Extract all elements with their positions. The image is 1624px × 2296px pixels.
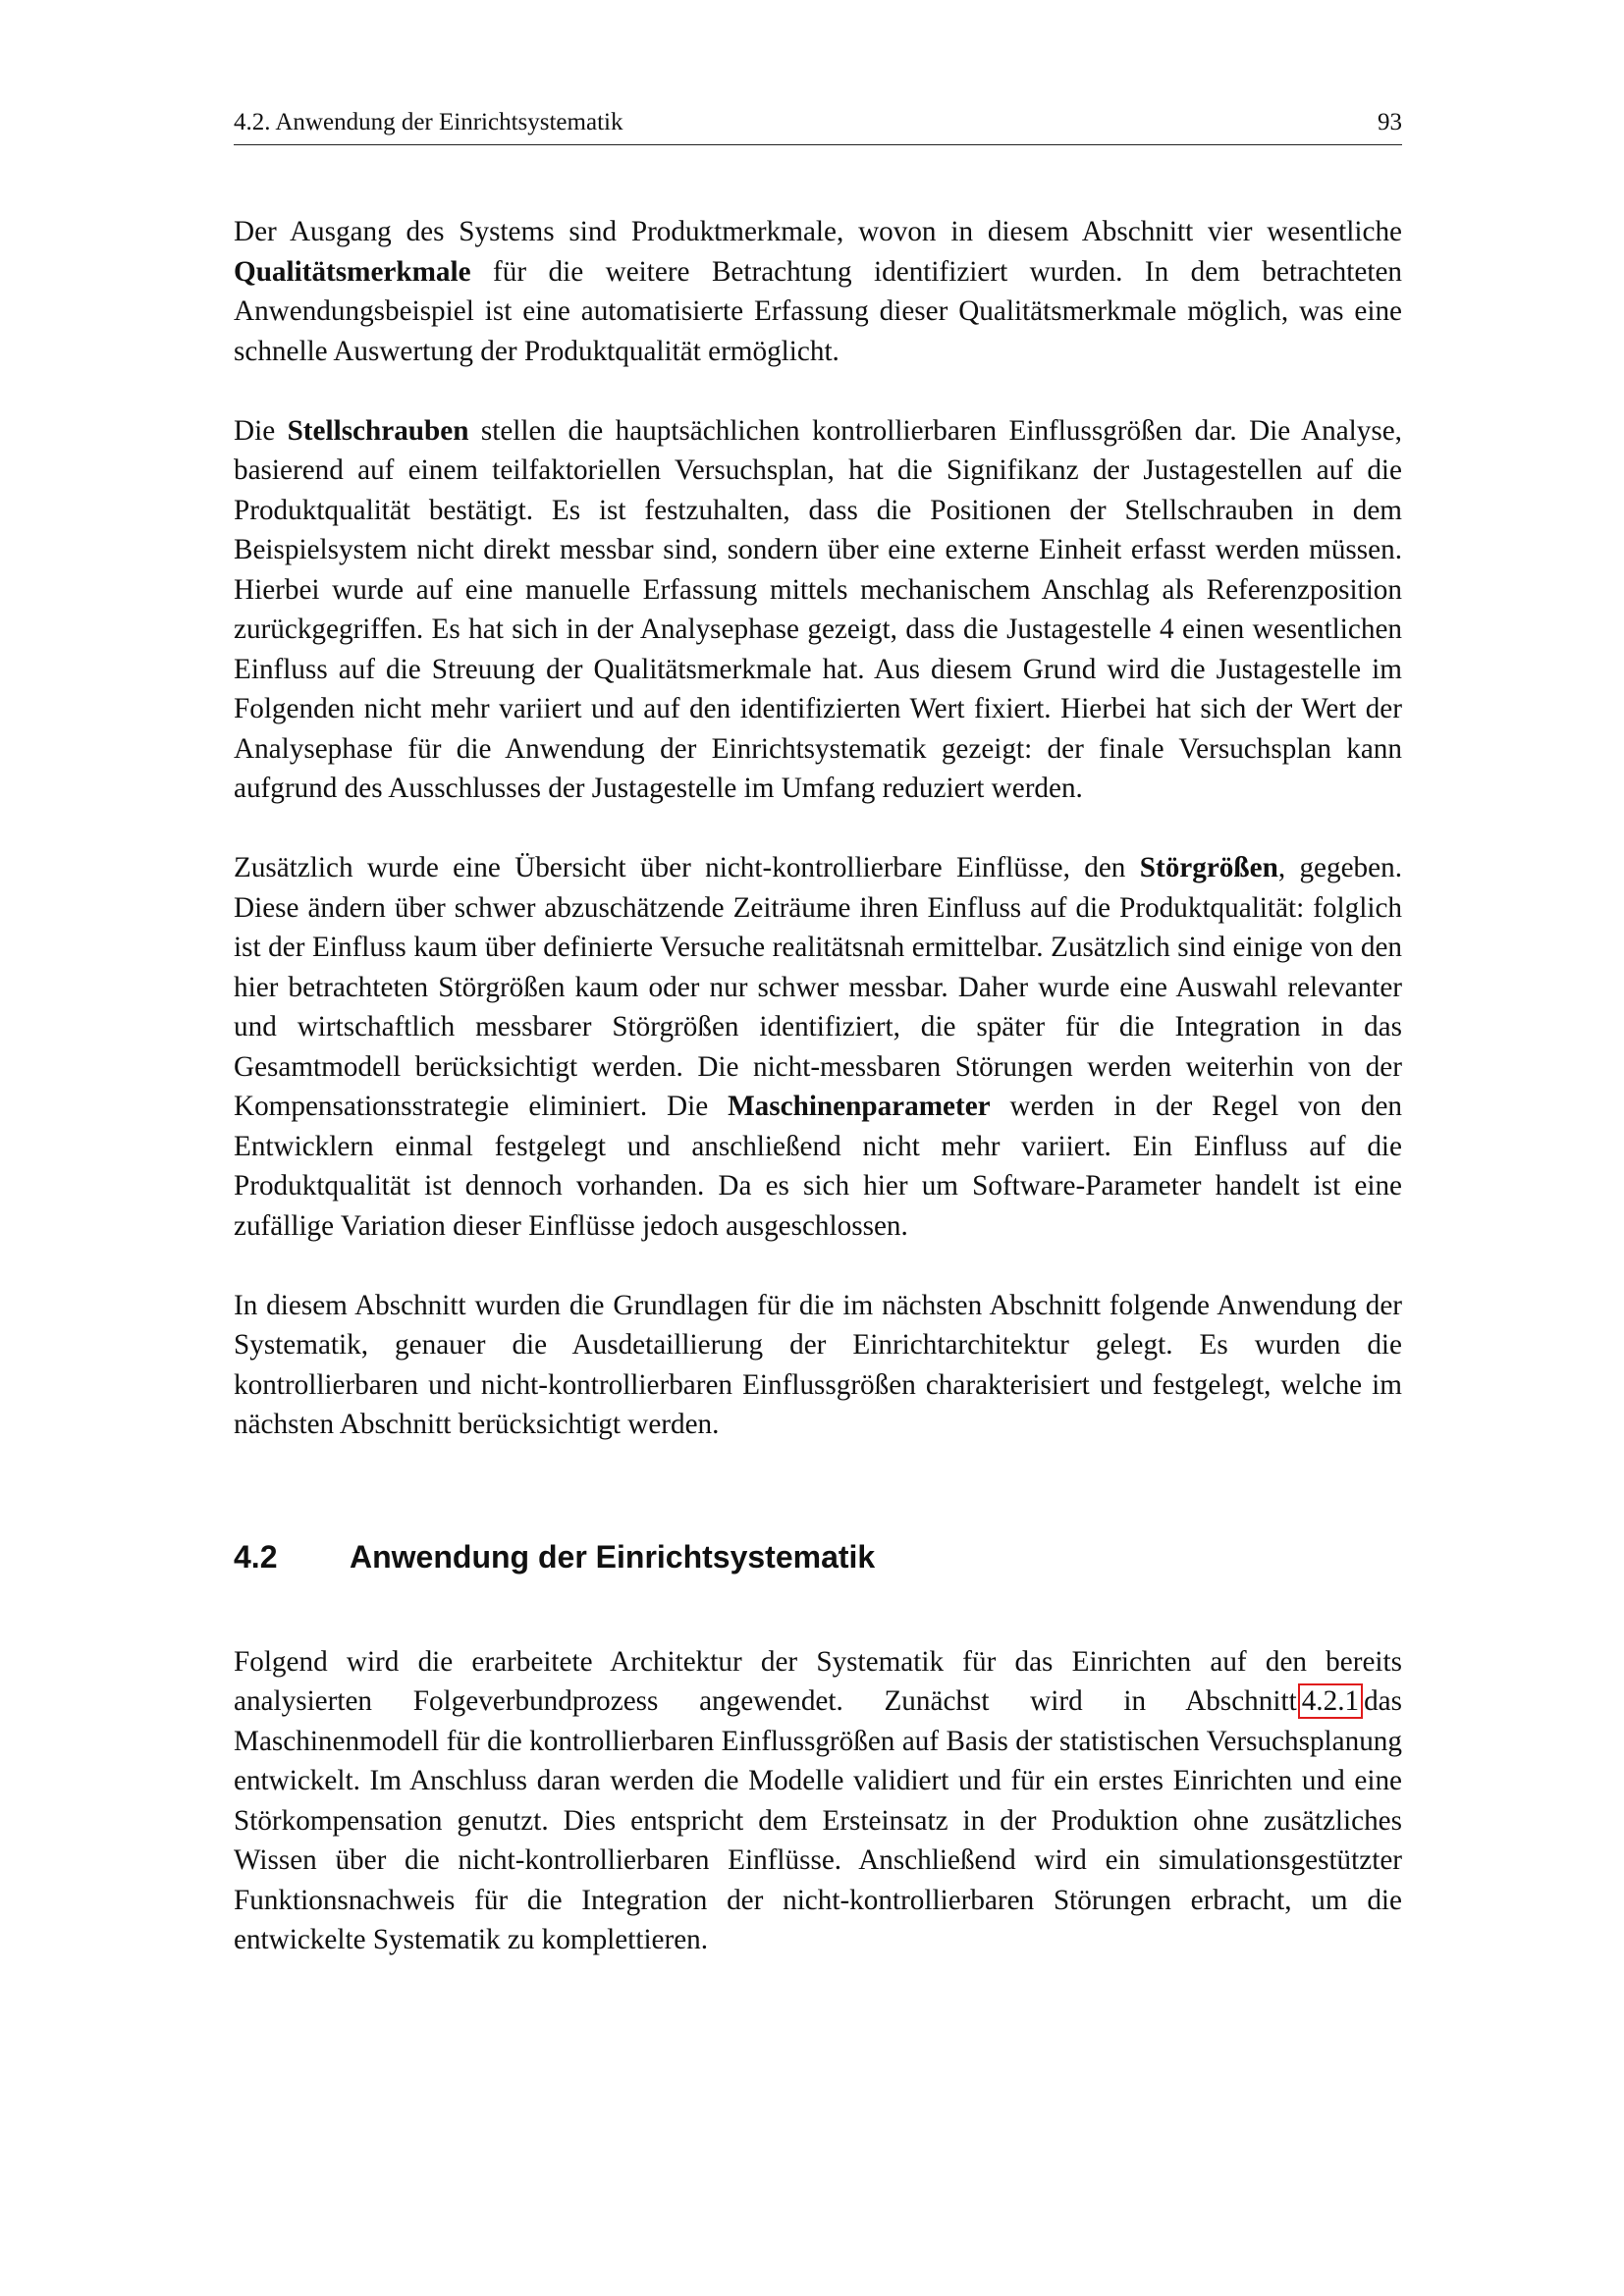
section-reference-link[interactable]: 4.2.1 bbox=[1298, 1683, 1363, 1719]
paragraph-section-intro bbox=[234, 1642, 1402, 1960]
paragraph-text: Die bbox=[234, 414, 288, 447]
term-qualitaetsmerkmale: Qualitätsmerkmale bbox=[234, 255, 471, 288]
paragraph-text: Folgend wird die erarbeitete Architektur der Systematik für das Einrichten auf den bereits analysierten Folgeverbundprozess angewendet. Zunächst wird in Abschnitt bbox=[234, 1645, 1402, 1717]
running-title: 4.2. Anwendung der Einrichtsystematik bbox=[234, 109, 623, 135]
section-number: 4.2 bbox=[234, 1538, 278, 1575]
paragraph-text: stellen die hauptsächlichen kontrollierbaren Einflussgrößen dar. Die Analyse, basierend auf einem teilfaktoriellen Versuchsplan, hat die Signifikanz der Justagestellen auf die Produktqualität bestätigt. Es ist festzuhalten, dass die Positionen der Stellschrauben in dem Beispielsystem nicht direkt messbar sind, sondern über eine externe Einheit erfasst werden müssen. Hierbei wurde auf eine manuelle Erfassung mittels mechanischem Anschlag als Referenzposition zurückgegriffen. Es hat sich in der Analysephase gezeigt, dass die Justagestelle 4 einen wesentlichen Einfluss auf die Streuung der Qualitätsmerkmale hat. Aus diesem Grund wird die Justagestelle im Folgenden nicht mehr variiert und auf den identifizierten Wert fixiert. Hierbei hat sich der Wert der Analysephase für die Anwendung der Einrichtsystematik gezeigt: der finale Versuchsplan kann aufgrund des Ausschlusses der Justagestelle im Umfang reduziert werden. bbox=[234, 414, 1402, 804]
paragraph-text: , gegeben. Diese ändern über schwer abzuschätzende Zeiträume ihren Einfluss auf die Produktqualität: folglich ist der Einfluss kaum über definierte Versuche realitätsnah ermittelbar. Zusätzlich sind einige von den hier betrachteten Störgrößen kaum oder nur schwer messbar. Daher wurde eine Auswahl relevanter und wirtschaftlich messbarer Störgrößen identifiziert, die später für die Integration in das Gesamtmodell berücksichtigt werden. Die nicht-messbaren Störungen werden weiterhin von der Kompensationsstrategie eliminiert. Die bbox=[234, 852, 1402, 1122]
running-header bbox=[234, 108, 1402, 145]
page-number: 93 bbox=[1378, 109, 1402, 135]
paragraph-text: Der Ausgang des Systems sind Produktmerkmale, wovon in diesem Abschnitt vier wesentliche bbox=[234, 216, 1402, 247]
paragraph-stoergroessen bbox=[234, 848, 1402, 1246]
document-page bbox=[234, 108, 1402, 1960]
paragraph-text: für die weitere Betrachtung identifiziert wurden. In dem betrachteten Anwendungsbeispiel ist eine automatisierte Erfassung dieser Qualitätsmerkmale möglich, was eine schnelle Auswertung der Produktqualität ermöglicht. bbox=[234, 255, 1402, 367]
paragraph-summary: In diesem Abschnitt wurden die Grundlagen für die im nächsten Abschnitt folgende Anwendung der Systematik, genauer die Ausdetaillierung der Einrichtarchitektur gelegt. Es wurden die kontrollierbaren und nicht-kontrollierbaren Einflussgrößen charakterisiert und festgelegt, welche im nächsten Abschnitt berücksichtigt werden. bbox=[234, 1289, 1402, 1440]
term-stoergroessen: Störgrößen bbox=[1139, 852, 1278, 883]
paragraph-text: werden in der Regel von den Entwicklern einmal festgelegt und anschließend nicht mehr variiert. Ein Einfluss auf die Produktqualität ist dennoch vorhanden. Da es sich hier um Software-Parameter handelt ist eine zufällige Variation dieser Einflüsse jedoch ausgeschlossen. bbox=[234, 1091, 1402, 1242]
paragraph-text: das Maschinenmodell für die kontrollierbaren Einflussgrößen auf Basis der statistischen Versuchsplanung entwickelt. Im Anschluss daran werden die Modelle validiert und für ein erstes Einrichten und eine Störkompensation genutzt. Dies entspricht dem Ersteinsatz in der Produktion ohne zusätzliches Wissen über die nicht-kontrollierbaren Einflüsse. Anschließend wird ein simulationsgestützter Funktionsnachweis für die Integration der nicht-kontrollierbaren Störungen erbracht, um die entwickelte Systematik zu komplettieren. bbox=[234, 1685, 1402, 1955]
paragraph-stellschrauben bbox=[234, 411, 1402, 809]
paragraph-text: Zusätzlich wurde eine Übersicht über nicht-kontrollierbare Einflüsse, den bbox=[234, 852, 1140, 883]
section-title: Anwendung der Einrichtsystematik bbox=[350, 1538, 876, 1575]
term-stellschrauben: Stellschrauben bbox=[287, 414, 469, 447]
term-maschinenparameter: Maschinenparameter bbox=[728, 1091, 991, 1122]
section-heading bbox=[234, 1537, 1402, 1576]
paragraph-output-features bbox=[234, 212, 1402, 371]
